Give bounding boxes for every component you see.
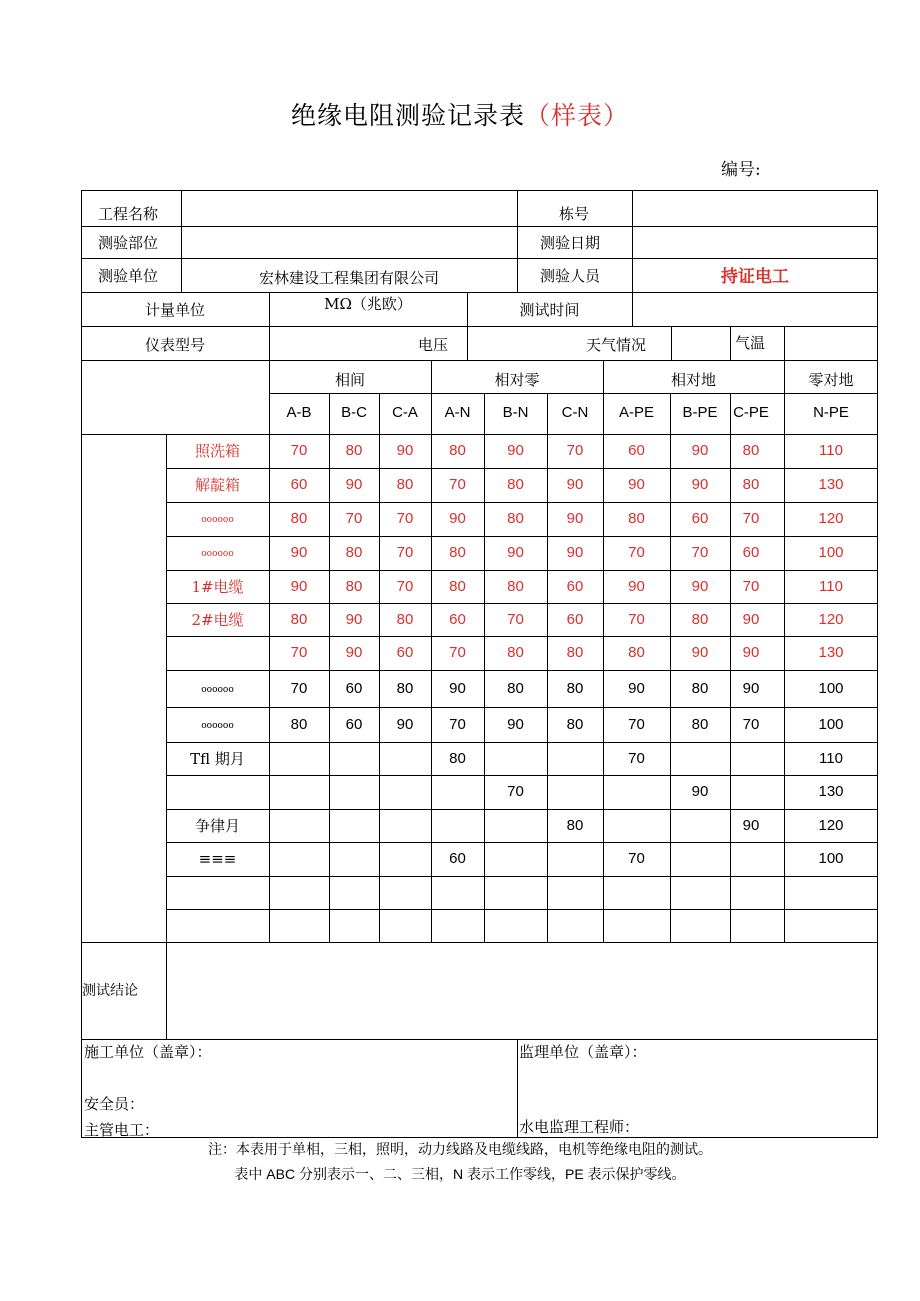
table-cell: 70 <box>396 578 414 595</box>
table-cell: 90 <box>396 716 414 733</box>
project-name-label: 工程名称 <box>98 205 159 223</box>
group-header: 零对地 <box>808 371 854 389</box>
table-cell: 80 <box>566 680 584 697</box>
table-cell: 90 <box>566 510 584 527</box>
table-cell: 80 <box>345 578 363 595</box>
table-cell: 60 <box>345 680 363 697</box>
table-cell: 90 <box>396 442 414 459</box>
table-cell: 90 <box>691 578 709 595</box>
table-cell: 80 <box>345 544 363 561</box>
table-cell: 130 <box>818 644 844 661</box>
chief-electrician-label: 主管电工： <box>84 1121 160 1139</box>
table-cell: 70 <box>290 442 308 459</box>
column-header: A-PE <box>618 404 654 421</box>
table-cell: 80 <box>290 716 308 733</box>
table-cell: 70 <box>290 644 308 661</box>
table-cell: 70 <box>449 476 466 493</box>
row-label: 2#电缆 <box>191 611 244 629</box>
table-cell: 120 <box>818 611 844 628</box>
column-header: C-A <box>392 404 418 421</box>
table-cell: 60 <box>742 544 760 561</box>
table-cell: 70 <box>507 783 524 800</box>
table-cell: 60 <box>396 644 414 661</box>
table-cell: 110 <box>819 578 843 595</box>
table-cell: 90 <box>449 510 466 527</box>
row-label: oooooo <box>201 515 234 525</box>
table-cell: 70 <box>628 611 645 628</box>
column-header: C-PE <box>733 404 769 421</box>
table-cell: 110 <box>819 750 843 767</box>
temperature-label: 气温 <box>735 334 766 352</box>
column-header: B-C <box>341 404 367 421</box>
table-cell: 80 <box>628 510 645 527</box>
table-cell: 80 <box>507 578 524 595</box>
row-label: oooooo <box>201 721 234 731</box>
table-cell: 80 <box>449 578 466 595</box>
table-cell: 70 <box>628 544 645 561</box>
table-cell: 70 <box>628 750 645 767</box>
group-header: 相对零 <box>494 371 540 389</box>
table-cell: 90 <box>742 817 760 834</box>
table-cell: 70 <box>628 716 645 733</box>
voltage-label: 电压 <box>418 336 449 354</box>
table-cell: 100 <box>818 850 844 867</box>
table-cell: 70 <box>507 611 524 628</box>
table-cell: 80 <box>628 644 645 661</box>
table-cell: 80 <box>691 716 709 733</box>
table-cell: 80 <box>691 680 709 697</box>
test-time-label: 测试时间 <box>519 301 580 319</box>
column-header: C-N <box>561 404 589 421</box>
row-label: ≡≡≡ <box>198 850 237 868</box>
table-cell: 90 <box>691 783 709 800</box>
table-cell: 60 <box>566 578 584 595</box>
column-header: N-PE <box>813 404 849 421</box>
page-title <box>0 96 920 132</box>
table-cell: 80 <box>396 680 414 697</box>
table-cell: 70 <box>449 644 466 661</box>
table-cell: 80 <box>290 510 308 527</box>
table-cell: 90 <box>507 716 524 733</box>
table-cell: 80 <box>345 442 363 459</box>
code-label: 编号: <box>721 160 761 180</box>
table-cell: 80 <box>290 611 308 628</box>
table-cell: 90 <box>566 544 584 561</box>
table-cell: 120 <box>818 817 844 834</box>
supervision-unit-label: 监理单位（盖章）： <box>519 1043 647 1061</box>
row-label: 1#电缆 <box>191 578 244 596</box>
table-cell: 90 <box>691 442 709 459</box>
tester-value: 持证电工 <box>721 267 789 287</box>
table-cell: 80 <box>449 544 466 561</box>
test-part-label: 测验部位 <box>98 234 159 252</box>
table-cell: 60 <box>691 510 709 527</box>
table-cell: 110 <box>819 442 843 459</box>
table-cell: 90 <box>566 476 584 493</box>
table-cell: 70 <box>742 510 760 527</box>
table-cell: 130 <box>818 476 844 493</box>
row-label: 解靛箱 <box>194 476 240 494</box>
tester-label: 测验人员 <box>540 267 601 285</box>
table-cell: 80 <box>742 476 760 493</box>
table-cell: 130 <box>818 783 844 800</box>
table-cell: 100 <box>818 716 844 733</box>
table-cell: 90 <box>290 544 308 561</box>
table-cell: 80 <box>507 510 524 527</box>
table-cell: 70 <box>396 544 414 561</box>
table-cell: 70 <box>742 716 760 733</box>
construction-unit-label: 施工单位（盖章）： <box>84 1043 212 1061</box>
table-cell: 90 <box>507 544 524 561</box>
table-cell: 80 <box>449 442 466 459</box>
table-cell: 90 <box>628 680 645 697</box>
column-header: B-N <box>502 404 529 421</box>
measure-unit-label: 计量单位 <box>144 301 205 319</box>
test-unit-label: 测验单位 <box>98 267 159 285</box>
note-line: 注：本表用于单相，三相，照明，动力线路及电缆线路，电机等绝缘电阻的测试。 <box>208 1142 712 1158</box>
table-cell: 100 <box>818 544 844 561</box>
row-label: oooooo <box>201 549 234 559</box>
table-cell: 70 <box>290 680 308 697</box>
table-cell: 70 <box>566 442 584 459</box>
table-cell: 70 <box>396 510 414 527</box>
table-cell: 80 <box>691 611 709 628</box>
table-cell: 90 <box>628 476 645 493</box>
row-label: Tfl 期月 <box>190 750 245 768</box>
measure-unit-value: MΩ（兆欧） <box>324 295 412 313</box>
table-cell: 80 <box>396 476 414 493</box>
table-cell: 80 <box>742 442 760 459</box>
building-no-label: 栋号 <box>559 205 590 223</box>
table-cell: 80 <box>566 716 584 733</box>
test-unit-value: 宏林建设工程集团有限公司 <box>258 269 439 287</box>
table-cell: 70 <box>628 850 645 867</box>
table-cell: 70 <box>691 544 709 561</box>
table-cell: 90 <box>345 476 363 493</box>
table-cell: 80 <box>566 817 584 834</box>
table-cell: 90 <box>345 611 363 628</box>
table-cell: 90 <box>628 578 645 595</box>
table-cell: 60 <box>628 442 645 459</box>
table-cell: 70 <box>449 716 466 733</box>
column-header: A-B <box>286 404 312 421</box>
table-cell: 60 <box>566 611 584 628</box>
test-date-label: 测验日期 <box>540 234 601 252</box>
table-cell: 90 <box>691 476 709 493</box>
table-cell: 80 <box>566 644 584 661</box>
row-label: oooooo <box>201 685 234 695</box>
table-cell: 90 <box>742 611 760 628</box>
title-main: 绝缘电阻测验记录表 <box>290 101 525 130</box>
table-cell: 90 <box>345 644 363 661</box>
table-cell: 70 <box>742 578 760 595</box>
table-cell: 80 <box>396 611 414 628</box>
row-label: 照洗箱 <box>194 442 240 460</box>
safety-officer-label: 安全员： <box>84 1095 145 1113</box>
table-cell: 90 <box>742 680 760 697</box>
table-cell: 80 <box>507 680 524 697</box>
table-cell: 90 <box>742 644 760 661</box>
table-cell: 80 <box>449 750 466 767</box>
table-cell: 60 <box>290 476 308 493</box>
table-cell: 90 <box>507 442 524 459</box>
meter-model-label: 仪表型号 <box>144 336 205 354</box>
title-suffix: （样表） <box>525 101 630 130</box>
table-cell: 80 <box>507 476 524 493</box>
note-line: 表中 ABC 分别表示一、二、三相，N 表示工作零线，PE 表示保护零线。 <box>234 1166 686 1182</box>
group-header: 相对地 <box>670 371 716 389</box>
conclusion-label: 测试结论 <box>82 983 138 999</box>
column-header: A-N <box>444 404 471 421</box>
table-cell: 70 <box>345 510 363 527</box>
table-cell: 60 <box>345 716 363 733</box>
supervision-engineer-label: 水电监理工程师： <box>519 1118 640 1136</box>
table-cell: 120 <box>818 510 844 527</box>
weather-label: 天气情况 <box>586 336 647 354</box>
table-cell: 60 <box>449 850 466 867</box>
table-cell: 100 <box>818 680 844 697</box>
row-label: 争律月 <box>194 817 240 835</box>
column-header: B-PE <box>682 404 718 421</box>
table-cell: 80 <box>507 644 524 661</box>
table-cell: 90 <box>449 680 466 697</box>
table-cell: 90 <box>290 578 308 595</box>
table-cell: 60 <box>449 611 466 628</box>
group-header: 相间 <box>334 371 365 389</box>
table-cell: 90 <box>691 644 709 661</box>
